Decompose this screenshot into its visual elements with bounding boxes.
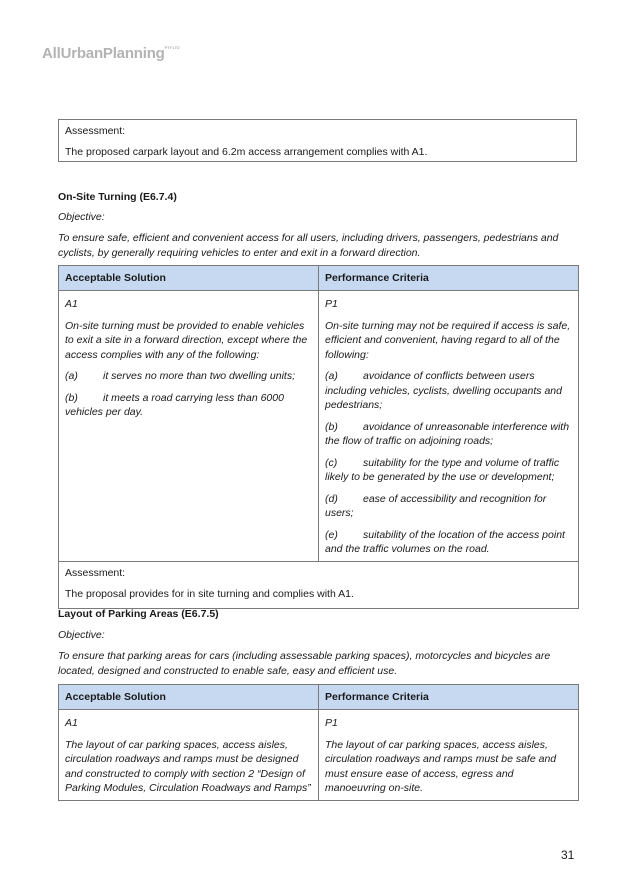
assessment-label: Assessment: xyxy=(65,125,126,137)
objective-label: Objective: xyxy=(58,211,105,223)
solution-text: On-site turning must be provided to enable vehicles to exit a site in a forward direction, except where the access complies with any of the following: xyxy=(65,319,308,361)
list-item: (b) it meets a road carrying less than 6000 vehicles per day. xyxy=(65,391,284,418)
assessment-cell xyxy=(59,561,579,608)
col-header-acceptable-solution: Acceptable Solution xyxy=(59,266,319,291)
criteria-text: On-site turning may not be required if access is safe, efficient and convenient, having regard to all of the following: xyxy=(325,319,571,361)
solution-code: A1 xyxy=(65,298,78,310)
company-logo: AllUrbanPlanning$^{PTY LTD}$ xyxy=(42,45,180,62)
performance-criteria-cell xyxy=(319,710,579,801)
list-item: (a) avoidance of conflicts between users including vehicles, cyclists, dwelling occupants and pedestrians; xyxy=(325,370,562,411)
solution-text: The layout of car parking spaces, access aisles, circulation roadways and ramps must be designed and constructed to comply with section 2 “Design of Parking Modules, Circulation Roadways and Ramps” xyxy=(65,738,311,794)
criteria-code: P1 xyxy=(325,717,338,729)
col-header-performance-criteria: Performance Criteria xyxy=(319,685,579,710)
acceptable-solution-cell xyxy=(59,291,319,562)
onsite-turning-table xyxy=(58,265,579,609)
assessment-box-top xyxy=(58,119,577,162)
parking-layout-table xyxy=(58,684,579,801)
col-header-acceptable-solution: Acceptable Solution xyxy=(59,685,319,710)
section-heading-onsite-turning: On-Site Turning (E6.7.4) xyxy=(58,191,177,203)
objective-text: To ensure that parking areas for cars (including assessable parking spaces), motorcycles and bicycles are located, designed and constructed to enable safe, easy and efficient use. xyxy=(58,650,551,677)
list-item: (b) avoidance of unreasonable interference with the flow of traffic on adjoining roads; xyxy=(325,420,570,447)
criteria-text: The layout of car parking spaces, access aisles, circulation roadways and ramps must be safe and must ensure ease of access, egress and manoeuvring on-site. xyxy=(325,738,557,794)
objective-label: Objective: xyxy=(58,629,105,641)
section-heading-parking-layout: Layout of Parking Areas (E6.7.5) xyxy=(58,608,219,620)
acceptable-solution-cell xyxy=(59,710,319,801)
list-item: (c) suitability for the type and volume of traffic likely to be generated by the use or development; xyxy=(325,456,560,483)
list-item: (d) ease of accessibility and recognition for users; xyxy=(325,492,547,519)
solution-code: A1 xyxy=(65,717,78,729)
assessment-label: Assessment: xyxy=(65,566,126,579)
page-number: 31 xyxy=(561,848,575,862)
performance-criteria-cell xyxy=(319,291,579,562)
col-header-performance-criteria: Performance Criteria xyxy=(319,266,579,291)
list-item: (a) it serves no more than two dwelling units; xyxy=(65,370,296,382)
assessment-text: The proposal provides for in site turning and complies with A1. xyxy=(65,588,354,600)
objective-text: To ensure safe, efficient and convenient access for all users, including drivers, passengers, pedestrians and cyclists, by generally requiring vehicles to enter and exit in a forward direction. xyxy=(58,232,559,259)
criteria-code: P1 xyxy=(325,298,338,310)
list-item: (e) suitability of the location of the access point and the traffic volumes on the road. xyxy=(325,528,565,555)
assessment-text: The proposed carpark layout and 6.2m access arrangement complies with A1. xyxy=(65,146,428,158)
